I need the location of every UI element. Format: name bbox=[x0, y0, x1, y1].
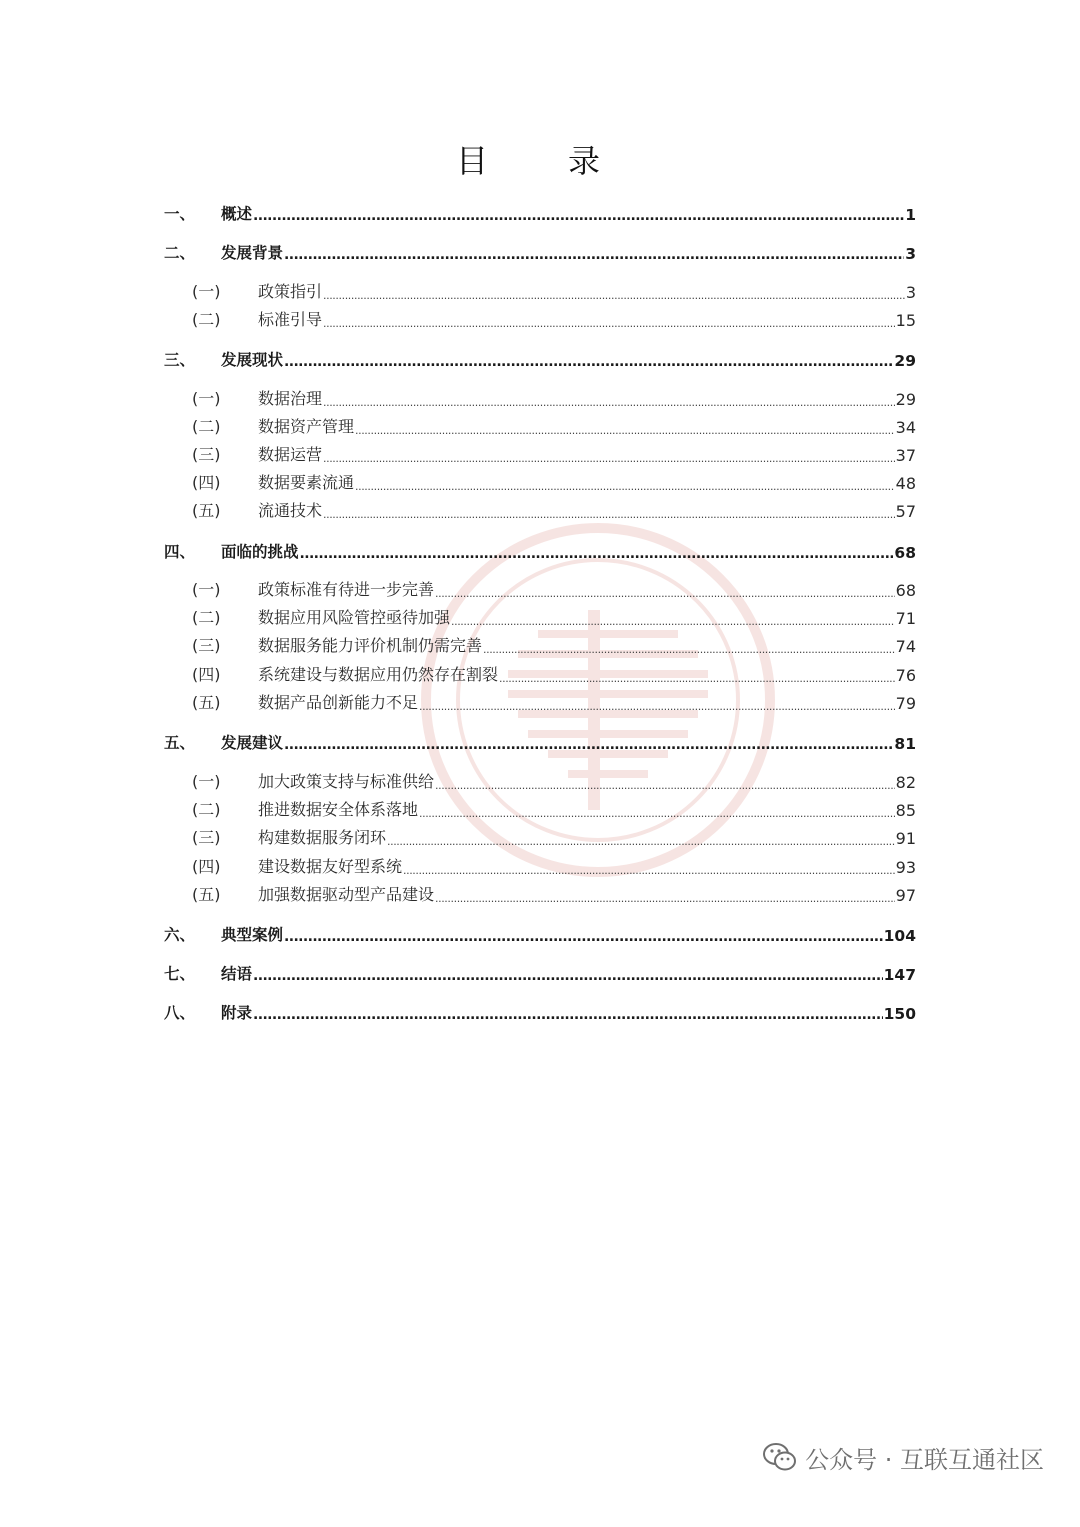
toc-entry-page: 29 bbox=[895, 390, 916, 409]
toc-section-row[interactable] bbox=[164, 824, 916, 848]
toc-entry-label: 流通技术 bbox=[258, 501, 323, 520]
dot-leader bbox=[284, 354, 893, 370]
toc-entry-number: (一) bbox=[192, 282, 221, 301]
toc-section-row[interactable] bbox=[164, 278, 916, 302]
toc-chapter-row[interactable] bbox=[164, 921, 916, 945]
toc-entry-page: 104 bbox=[883, 927, 916, 945]
footer-text: 公众号 · 互联互通社区 bbox=[805, 1445, 1044, 1474]
toc-entry-number: 一、 bbox=[164, 205, 196, 223]
toc-entry-label: 面临的挑战 bbox=[221, 543, 299, 561]
toc-section-row[interactable] bbox=[164, 632, 916, 656]
toc-entry-number: (二) bbox=[192, 800, 221, 819]
toc-section-row[interactable] bbox=[164, 306, 916, 330]
toc-entry-label: 数据运营 bbox=[258, 445, 323, 464]
toc-section-row[interactable] bbox=[164, 469, 916, 493]
dot-leader bbox=[253, 1007, 883, 1023]
toc-entry-page: 97 bbox=[895, 886, 916, 905]
dot-leader bbox=[253, 208, 904, 224]
toc-entry-number: (一) bbox=[192, 772, 221, 791]
toc-entry-page: 1 bbox=[905, 206, 916, 224]
toc-title: 目 录 bbox=[455, 142, 624, 180]
dot-leader bbox=[387, 832, 895, 848]
dot-leader bbox=[284, 929, 883, 945]
toc-entry-label: 发展现状 bbox=[221, 351, 284, 369]
toc-entry-number: (一) bbox=[192, 389, 221, 408]
toc-entry-number: 二、 bbox=[164, 244, 196, 262]
toc-chapter-row[interactable] bbox=[164, 346, 916, 370]
dot-leader bbox=[419, 697, 895, 713]
toc-entry-label: 数据要素流通 bbox=[258, 473, 355, 492]
toc-entry-page: 82 bbox=[895, 773, 916, 792]
dot-leader bbox=[435, 584, 895, 600]
dot-leader bbox=[499, 669, 895, 685]
toc-entry-page: 81 bbox=[894, 735, 916, 753]
toc-section-row[interactable] bbox=[164, 604, 916, 628]
toc-entry-page: 34 bbox=[895, 418, 916, 437]
toc-chapter-row[interactable] bbox=[164, 999, 916, 1023]
toc-entry-page: 147 bbox=[883, 966, 916, 984]
wechat-icon bbox=[763, 1442, 797, 1472]
dot-leader bbox=[435, 889, 895, 905]
toc-entry-number: 五、 bbox=[164, 734, 196, 752]
dot-leader bbox=[253, 968, 883, 984]
toc-entry-label: 数据应用风险管控亟待加强 bbox=[258, 608, 451, 627]
toc-entry-label: 数据治理 bbox=[258, 389, 323, 408]
dot-leader bbox=[355, 421, 895, 437]
toc-entry-page: 48 bbox=[895, 474, 916, 493]
dot-leader bbox=[355, 477, 895, 493]
toc-section-row[interactable] bbox=[164, 853, 916, 877]
dot-leader bbox=[323, 286, 905, 302]
dot-leader bbox=[284, 737, 893, 753]
toc-entry-number: (五) bbox=[192, 693, 221, 712]
toc-entry-page: 57 bbox=[895, 502, 916, 521]
dot-leader bbox=[323, 393, 895, 409]
toc-entry-label: 政策标准有待进一步完善 bbox=[258, 580, 435, 599]
toc-entry-label: 加大政策支持与标准供给 bbox=[258, 772, 435, 791]
toc-entry-label: 概述 bbox=[221, 205, 253, 223]
toc-entry-label: 典型案例 bbox=[221, 926, 284, 944]
toc-section-row[interactable] bbox=[164, 576, 916, 600]
toc-entry-label: 推进数据安全体系落地 bbox=[258, 800, 419, 819]
toc-entry-page: 76 bbox=[895, 666, 916, 685]
toc-entry-label: 数据资产管理 bbox=[258, 417, 355, 436]
toc-entry-number: (五) bbox=[192, 885, 221, 904]
toc-entry-label: 系统建设与数据应用仍然存在割裂 bbox=[258, 665, 499, 684]
toc-entry-label: 数据产品创新能力不足 bbox=[258, 693, 419, 712]
toc-entry-page: 71 bbox=[895, 609, 916, 628]
toc-entry-label: 数据服务能力评价机制仍需完善 bbox=[258, 636, 483, 655]
toc-entry-number: (二) bbox=[192, 608, 221, 627]
toc-entry-page: 91 bbox=[895, 829, 916, 848]
toc-entry-label: 加强数据驱动型产品建设 bbox=[258, 885, 435, 904]
toc-section-row[interactable] bbox=[164, 413, 916, 437]
dot-leader bbox=[483, 640, 895, 656]
toc-entry-page: 37 bbox=[895, 446, 916, 465]
toc-entry-number: 三、 bbox=[164, 351, 196, 369]
toc-entry-page: 29 bbox=[894, 352, 916, 370]
toc-entry-number: 六、 bbox=[164, 926, 196, 944]
toc-entry-page: 3 bbox=[905, 245, 916, 263]
toc-entry-label: 建设数据友好型系统 bbox=[258, 857, 403, 876]
toc-entry-label: 附录 bbox=[221, 1004, 253, 1022]
toc-entry-page: 74 bbox=[895, 637, 916, 656]
toc-section-row[interactable] bbox=[164, 385, 916, 409]
dot-leader bbox=[323, 314, 895, 330]
toc-entry-page: 15 bbox=[895, 311, 916, 330]
toc-entry-number: 八、 bbox=[164, 1004, 196, 1022]
dot-leader bbox=[323, 449, 895, 465]
toc-entry-label: 结语 bbox=[221, 965, 253, 983]
toc-entry-label: 发展背景 bbox=[221, 244, 284, 262]
toc-entry-page: 3 bbox=[905, 283, 916, 302]
toc-entry-number: (一) bbox=[192, 580, 221, 599]
toc-entry-number: (三) bbox=[192, 636, 221, 655]
toc-section-row[interactable] bbox=[164, 881, 916, 905]
dot-leader bbox=[300, 546, 894, 562]
toc-entry-page: 79 bbox=[895, 694, 916, 713]
toc-section-row[interactable] bbox=[164, 689, 916, 713]
toc-chapter-row[interactable] bbox=[164, 239, 916, 263]
toc-section-row[interactable] bbox=[164, 661, 916, 685]
dot-leader bbox=[323, 505, 895, 521]
toc-entry-number: (四) bbox=[192, 473, 221, 492]
toc-entry-page: 85 bbox=[895, 801, 916, 820]
toc-section-row[interactable] bbox=[164, 796, 916, 820]
toc-entry-page: 68 bbox=[895, 581, 916, 600]
toc-entry-number: (三) bbox=[192, 445, 221, 464]
toc-entry-page: 150 bbox=[883, 1005, 916, 1023]
toc-entry-number: (四) bbox=[192, 857, 221, 876]
toc-entry-number: (五) bbox=[192, 501, 221, 520]
toc-chapter-row[interactable] bbox=[164, 960, 916, 984]
toc-entry-label: 政策指引 bbox=[258, 282, 323, 301]
dot-leader bbox=[435, 776, 895, 792]
toc-entry-number: (四) bbox=[192, 665, 221, 684]
toc-chapter-row[interactable] bbox=[164, 729, 916, 753]
toc-chapter-row[interactable] bbox=[164, 538, 916, 562]
toc-entry-label: 标准引导 bbox=[258, 310, 323, 329]
toc-entry-page: 68 bbox=[894, 544, 916, 562]
toc-chapter-row[interactable] bbox=[164, 200, 916, 224]
toc-entry-number: (三) bbox=[192, 828, 221, 847]
toc-entry-label: 发展建议 bbox=[221, 734, 284, 752]
toc-entry-page: 93 bbox=[895, 858, 916, 877]
toc-entry-label: 构建数据服务闭环 bbox=[258, 828, 387, 847]
dot-leader bbox=[284, 247, 904, 263]
toc-section-row[interactable] bbox=[164, 441, 916, 465]
toc-entry-number: 七、 bbox=[164, 965, 196, 983]
toc-section-row[interactable] bbox=[164, 768, 916, 792]
toc-section-row[interactable] bbox=[164, 497, 916, 521]
toc-entry-number: (二) bbox=[192, 417, 221, 436]
dot-leader bbox=[419, 804, 895, 820]
footer-watermark bbox=[763, 1440, 1044, 1474]
toc-entry-number: (二) bbox=[192, 310, 221, 329]
toc-entry-number: 四、 bbox=[164, 543, 196, 561]
dot-leader bbox=[451, 612, 895, 628]
dot-leader bbox=[403, 861, 895, 877]
